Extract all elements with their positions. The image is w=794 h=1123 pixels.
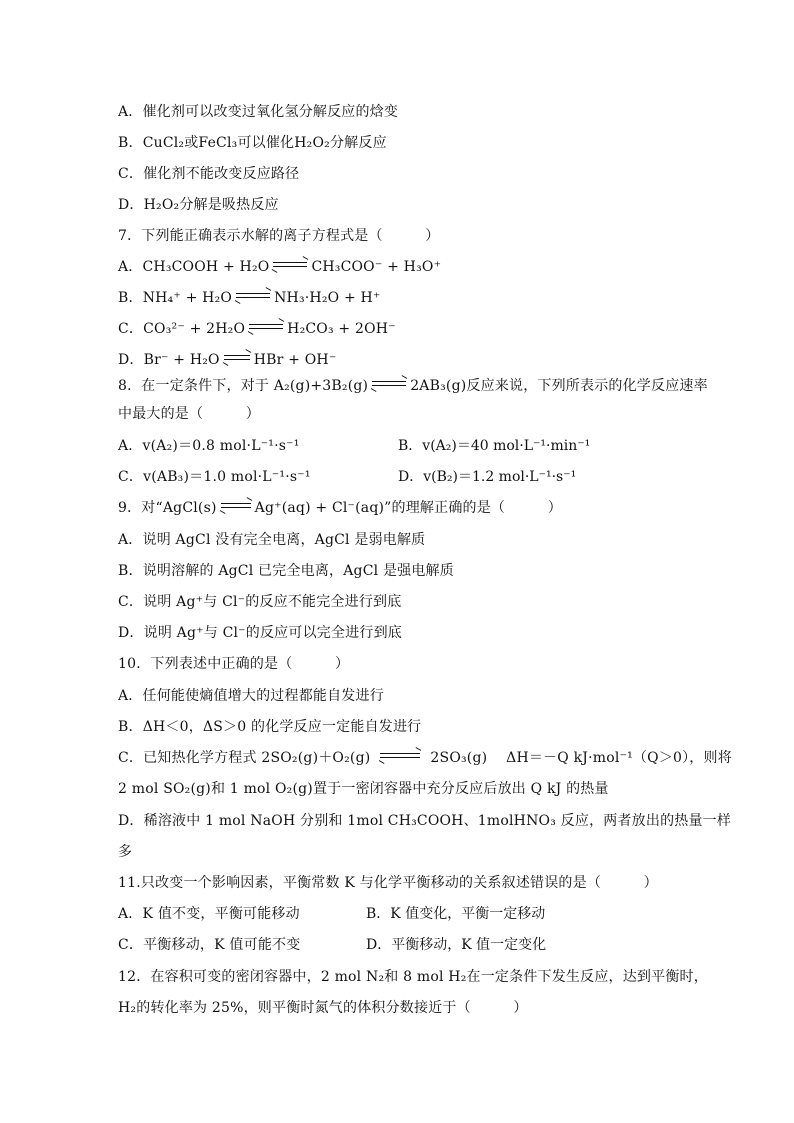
q11-option-b: B．K 值变化，平衡一定移动 xyxy=(366,906,546,922)
q10-c-right: 2SO₃(g) ΔH＝－Q kJ·mol⁻¹（Q＞0），则将 xyxy=(430,750,732,766)
q7-option-b xyxy=(118,288,381,308)
q8-option-b: B．v(A₂)＝40 mol·L⁻¹·min⁻¹ xyxy=(398,438,591,454)
equilibrium-arrow-icon xyxy=(273,260,307,270)
q7-b-left: B．NH₄⁺ + H₂O xyxy=(118,290,233,306)
q8-stem-line2: 中最大的是（ ） xyxy=(118,406,260,422)
q6-option-a: A．催化剂可以改变过氧化氢分解反应的焓变 xyxy=(118,104,399,120)
q9-option-b: B．说明溶解的 AgCl 已完全电离，AgCl 是强电解质 xyxy=(118,563,454,579)
equilibrium-arrow-icon xyxy=(249,322,283,332)
q11-option-c: C．平衡移动，K 值可能不变 xyxy=(118,937,301,953)
q7-a-right: CH₃COO⁻ + H₃O⁺ xyxy=(311,259,442,275)
q8-option-c: C．v(AB₃)＝1.0 mol·L⁻¹·s⁻¹ xyxy=(118,469,311,485)
q7-option-d xyxy=(118,350,336,370)
q8-stem-right: 2AB₃(g)反应来说，下列所表示的化学反应速率 xyxy=(410,378,708,394)
q9-option-a: A．说明 AgCl 没有完全电离，AgCl 是弱电解质 xyxy=(118,532,426,548)
q11-stem: 11.只改变一个影响因素，平衡常数 K 与化学平衡移动的关系叙述错误的是（ ） xyxy=(118,875,658,891)
q10-option-d: D．稀溶液中 1 mol NaOH 分别和 1mol CH₃COOH、1molHNO₃ 反应，两者放出的热量一样 xyxy=(118,813,732,829)
q7-b-right: NH₃·H₂O + H⁺ xyxy=(274,290,381,306)
q10-option-a: A．任何能使熵值增大的过程都能自发进行 xyxy=(118,688,384,704)
q8-option-a: A．v(A₂)＝0.8 mol·L⁻¹·s⁻¹ xyxy=(118,438,300,454)
equilibrium-arrow-icon xyxy=(236,291,270,301)
equilibrium-arrow-icon xyxy=(221,501,251,511)
q7-stem: 7．下列能正确表示水解的离子方程式是（ ） xyxy=(118,228,440,244)
q7-c-left: C．CO₃²⁻ + 2H₂O xyxy=(118,321,246,337)
q10-option-c xyxy=(118,748,732,768)
q8-option-d: D．v(B₂)＝1.2 mol·L⁻¹·s⁻¹ xyxy=(398,469,577,485)
q10-c-left: C．已知热化学方程式 2SO₂(g)＋O₂(g) xyxy=(118,750,371,766)
q10-option-b: B．ΔH＜0，ΔS＞0 的化学反应一定能自发进行 xyxy=(118,719,422,735)
q6-option-b: B．CuCl₂或FeCl₃可以催化H₂O₂分解反应 xyxy=(118,135,387,151)
q7-option-a xyxy=(118,257,441,277)
q7-c-right: H₂CO₃ + 2OH⁻ xyxy=(287,321,396,337)
q6-option-c: C．催化剂不能改变反应路径 xyxy=(118,166,300,182)
q11-option-d: D．平衡移动，K 值一定变化 xyxy=(366,937,547,953)
q9-option-c: C．说明 Ag⁺与 Cl⁻的反应不能完全进行到底 xyxy=(118,594,402,610)
q9-stem-right: Ag⁺(aq) + Cl⁻(aq)”的理解正确的是（ ） xyxy=(254,500,562,516)
q9-stem xyxy=(118,498,562,518)
equilibrium-arrow-icon xyxy=(224,353,250,363)
q6-option-d: D．H₂O₂分解是吸热反应 xyxy=(118,197,279,213)
q8-stem xyxy=(118,376,708,396)
q10-option-d-line2: 多 xyxy=(118,844,133,860)
q12-stem-line2: H₂的转化率为 25%，则平衡时氮气的体积分数接近于（ ） xyxy=(118,1000,528,1016)
q9-option-d: D．说明 Ag⁺与 Cl⁻的反应可以完全进行到底 xyxy=(118,625,402,641)
q7-a-left: A．CH₃COOH + H₂O xyxy=(118,259,270,275)
q7-d-left: D．Br⁻ + H₂O xyxy=(118,352,220,368)
q12-stem: 12．在容积可变的密闭容器中，2 mol N₂和 8 mol H₂在一定条件下发生反应，达到平衡时， xyxy=(118,969,708,985)
q7-option-c xyxy=(118,319,396,339)
q11-option-a: A．K 值不变，平衡可能移动 xyxy=(118,906,300,922)
q7-d-right: HBr + OH⁻ xyxy=(253,352,337,368)
q10-option-c-line2: 2 mol SO₂(g)和 1 mol O₂(g)置于一密闭容器中充分反应后放出 Q kJ 的热量 xyxy=(118,781,609,797)
equilibrium-arrow-icon xyxy=(372,379,406,389)
equilibrium-arrow-icon xyxy=(380,751,420,761)
q9-stem-left: 9．对“AgCl(s) xyxy=(118,500,217,516)
q8-stem-left: 8．在一定条件下，对于 A₂(g)+3B₂(g) xyxy=(118,378,369,394)
q10-stem: 10．下列表述中正确的是（ ） xyxy=(118,656,350,672)
